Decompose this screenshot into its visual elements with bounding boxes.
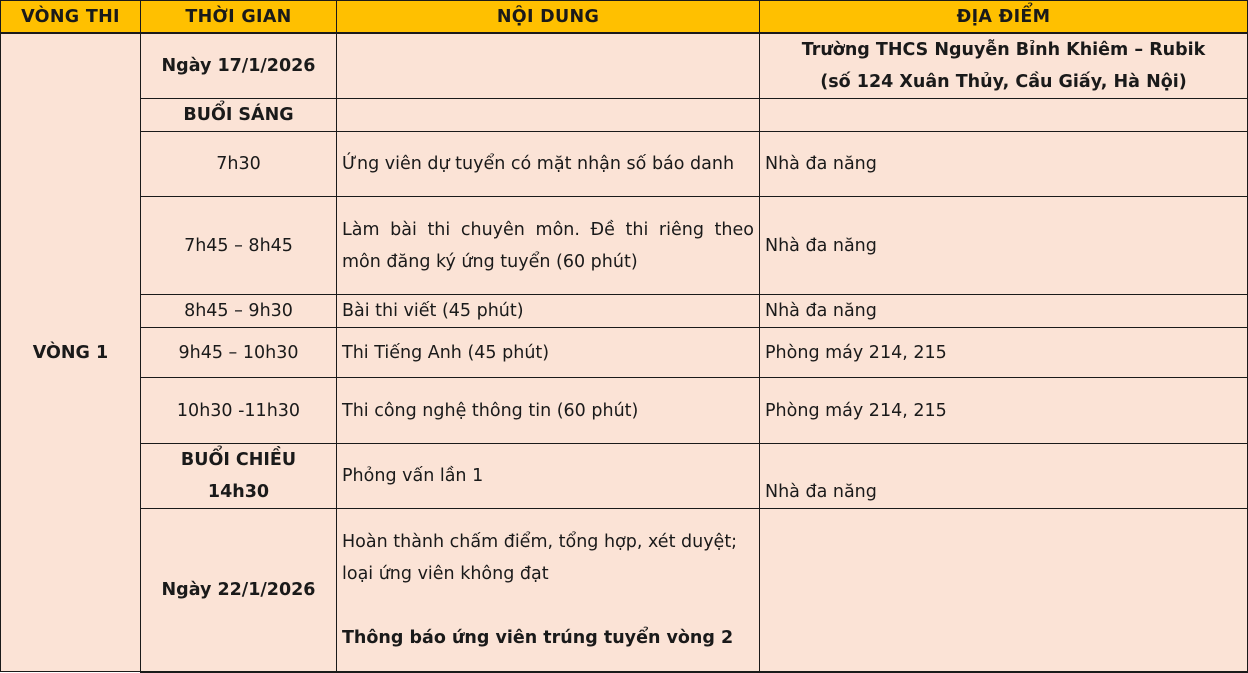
place-cell <box>760 509 1248 672</box>
header-time: THỜI GIAN <box>141 1 337 34</box>
content-cell: Bài thi viết (45 phút) <box>337 295 760 328</box>
content-cell: Thi công nghệ thông tin (60 phút) <box>337 378 760 444</box>
place-cell: Nhà đa năng <box>760 132 1248 197</box>
content-cell <box>337 509 760 672</box>
table-row <box>1 378 1248 444</box>
content-cell: Phỏng vấn lần 1 <box>337 444 760 509</box>
table-row <box>1 444 1248 509</box>
table-row <box>1 132 1248 197</box>
time-cell: 7h30 <box>141 132 337 197</box>
place-cell: Phòng máy 214, 215 <box>760 328 1248 378</box>
table-row <box>1 99 1248 132</box>
time-cell: 8h45 – 9h30 <box>141 295 337 328</box>
content-line: Hoàn thành chấm điểm, tổng hợp, xét duyệt; loại ứng viên không đạt <box>342 531 738 584</box>
time-line: BUỔI CHIỀU <box>180 450 297 470</box>
header-content: NỘI DUNG <box>337 1 760 34</box>
place-cell: Phòng máy 214, 215 <box>760 378 1248 444</box>
place-line: (số 124 Xuân Thủy, Cầu Giấy, Hà Nội) <box>820 72 1187 92</box>
content-cell <box>337 99 760 132</box>
place-cell <box>760 33 1248 99</box>
place-cell <box>760 99 1248 132</box>
time-cell: 10h30 -11h30 <box>141 378 337 444</box>
header-row <box>1 1 1248 34</box>
time-cell: Ngày 17/1/2026 <box>141 33 337 99</box>
time-cell: 9h45 – 10h30 <box>141 328 337 378</box>
place-cell: Nhà đa năng <box>760 295 1248 328</box>
time-cell <box>141 444 337 509</box>
time-cell: BUỔI SÁNG <box>141 99 337 132</box>
time-line: 14h30 <box>207 482 270 502</box>
table-row <box>1 295 1248 328</box>
content-cell: Làm bài thi chuyên môn. Đề thi riêng theo môn đăng ký ứng tuyển (60 phút) <box>337 197 760 295</box>
content-cell: Ứng viên dự tuyển có mặt nhận số báo danh <box>337 132 760 197</box>
header-place: ĐỊA ĐIỂM <box>760 1 1248 34</box>
table-row <box>1 328 1248 378</box>
table-row <box>1 33 1248 99</box>
round-cell: VÒNG 1 <box>1 33 141 672</box>
table-row <box>1 197 1248 295</box>
place-cell: Nhà đa năng <box>760 197 1248 295</box>
content-line: Thông báo ứng viên trúng tuyển vòng 2 <box>342 627 734 648</box>
time-cell: Ngày 22/1/2026 <box>141 509 337 672</box>
content-cell: Thi Tiếng Anh (45 phút) <box>337 328 760 378</box>
place-cell: Nhà đa năng <box>760 444 1248 509</box>
header-round: VÒNG THI <box>1 1 141 34</box>
table-row <box>1 509 1248 672</box>
place-line: Trường THCS Nguyễn Bỉnh Khiêm – Rubik <box>801 40 1206 60</box>
time-cell: 7h45 – 8h45 <box>141 197 337 295</box>
content-cell <box>337 33 760 99</box>
